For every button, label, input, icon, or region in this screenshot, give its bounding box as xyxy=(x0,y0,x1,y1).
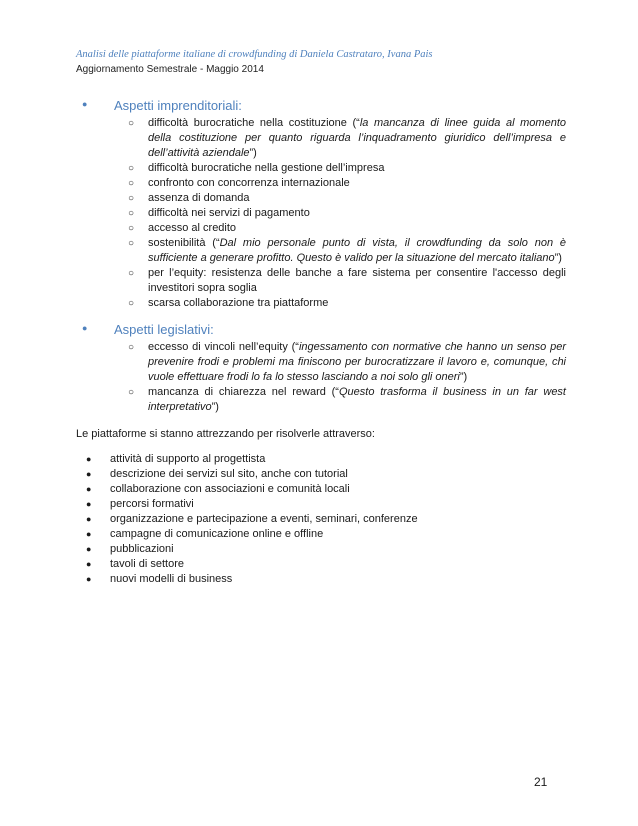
list-item: ● nuovi modelli di business xyxy=(86,573,233,585)
bullet-icon: ● xyxy=(82,323,88,333)
section-legislative-aspects xyxy=(76,322,566,415)
list-item: ○ sostenibilità (“Dal mio personale punto di vista, il crowdfunding da solo non è sufficiente a generare profitto. Questo è valido per la situazione del mercato italiano”) xyxy=(128,237,566,264)
list-item: ○ assenza di domanda xyxy=(128,192,250,204)
circle-bullet-icon: ○ xyxy=(128,387,135,398)
list-item: ○ difficoltà burocratiche nella gestione dell’impresa xyxy=(128,162,385,174)
legislative-issues-list xyxy=(76,340,566,415)
circle-bullet-icon: ○ xyxy=(128,223,135,234)
circle-bullet-icon: ○ xyxy=(128,298,135,309)
bullet-icon: ● xyxy=(82,99,88,109)
list-item: ● attività di supporto al progettista xyxy=(86,453,266,465)
circle-bullet-icon: ○ xyxy=(128,193,135,204)
list-item: ○ confronto con concorrenza internazionale xyxy=(128,177,350,189)
circle-bullet-icon: ○ xyxy=(128,208,135,219)
solutions-list xyxy=(76,452,556,587)
list-item: ● descrizione dei servizi sul sito, anche con tutorial xyxy=(86,468,348,480)
circle-bullet-icon: ○ xyxy=(128,238,135,249)
bullet-icon: ● xyxy=(86,454,92,464)
header-title: Analisi delle piattaforme italiane di crowdfunding di Daniela Castrataro, Ivana Pais xyxy=(76,49,433,60)
circle-bullet-icon: ○ xyxy=(128,163,135,174)
body-paragraph: Le piattaforme si stanno attrezzando per risolverle attraverso: xyxy=(76,428,375,440)
section-title: Aspetti legislativi: xyxy=(114,322,214,337)
list-item: ● tavoli di settore xyxy=(86,558,184,570)
list-item: ○ per l’equity: resistenza delle banche a fare sistema per consentire l'accesso degli investitori sopra soglia xyxy=(128,267,566,294)
section-business-aspects xyxy=(76,98,566,311)
section-title: Aspetti imprenditoriali: xyxy=(114,98,242,113)
list-item: ○ eccesso di vincoli nell’equity (“ingessamento con normative che hanno un senso per prevenire frodi e problemi ma finiscono per burocratizzare il lavoro e, comunque, chi vuole effettuare frodi lo fa lo stesso lasciando a noi solo gli oneri”) xyxy=(128,341,566,383)
list-item: ● pubblicazioni xyxy=(86,543,174,555)
list-item: ○ difficoltà nei servizi di pagamento xyxy=(128,207,310,219)
bullet-icon: ● xyxy=(86,574,92,584)
list-item: ○ accesso al credito xyxy=(128,222,237,234)
bullet-icon: ● xyxy=(86,529,92,539)
list-item: ● collaborazione con associazioni e comunità locali xyxy=(86,483,350,495)
bullet-icon: ● xyxy=(86,514,92,524)
circle-bullet-icon: ○ xyxy=(128,118,135,129)
circle-bullet-icon: ○ xyxy=(128,268,135,279)
business-issues-list xyxy=(76,116,566,311)
bullet-icon: ● xyxy=(86,559,92,569)
bullet-icon: ● xyxy=(86,469,92,479)
page-number: 21 xyxy=(534,775,548,789)
list-item: ○ scarsa collaborazione tra piattaforme xyxy=(128,297,329,309)
list-item: ● organizzazione e partecipazione a eventi, seminari, conferenze xyxy=(86,513,418,525)
bullet-icon: ● xyxy=(86,544,92,554)
list-item: ○ difficoltà burocratiche nella costituzione (“la mancanza di linee guida al momento della costituzione per quanto riguarda l’inquadramento giuridico dell’impresa e dell’attività aziendale”) xyxy=(128,117,566,159)
header-subtitle: Aggiornamento Semestrale - Maggio 2014 xyxy=(76,64,264,75)
bullet-icon: ● xyxy=(86,499,92,509)
bullet-icon: ● xyxy=(86,484,92,494)
circle-bullet-icon: ○ xyxy=(128,342,135,353)
list-item: ○ mancanza di chiarezza nel reward (“Questo trasforma il business in un far west interpretativo”) xyxy=(128,386,566,413)
list-item: ● percorsi formativi xyxy=(86,498,194,510)
circle-bullet-icon: ○ xyxy=(128,178,135,189)
list-item: ● campagne di comunicazione online e offline xyxy=(86,528,324,540)
